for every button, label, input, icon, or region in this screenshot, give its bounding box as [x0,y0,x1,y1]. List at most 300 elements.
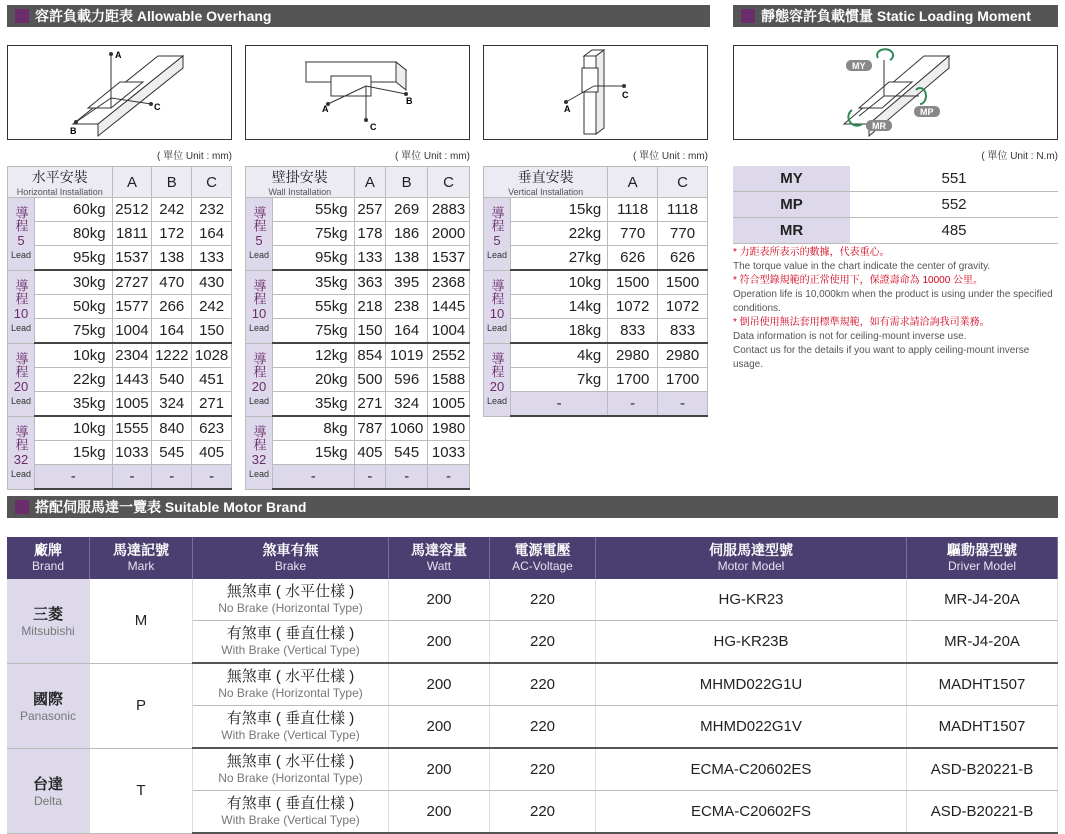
table-row [484,368,708,392]
table-row [7,579,1058,621]
col-header-watt: 馬達容量 Watt [389,537,490,579]
value-cell: 1072 [658,295,708,319]
brake-cell [193,621,389,664]
motor-cell: ECMA-C20602ES [596,748,907,791]
value-cell: 1019 [386,343,428,368]
wall-rail-illustration [246,46,468,138]
table-row [246,441,470,465]
table-row [8,465,232,490]
lead-number: 5 [17,232,25,248]
voltage-cell: 220 [490,579,596,621]
load-cell: 10kg [35,416,113,441]
value-cell: 2368 [428,270,470,295]
overhang-title: 容許負載力距表 Allowable Overhang [35,8,272,24]
value-cell: 1537 [112,246,152,271]
lead-en: Lead [248,468,270,479]
table-row [8,270,232,295]
table-row [8,441,232,465]
load-cell: 75kg [273,319,355,344]
value-cell: 430 [192,270,232,295]
label-b: B [406,96,413,106]
driver-cell: ASD-B20221-B [907,748,1058,791]
table-row [484,343,708,368]
static-header [733,5,1058,27]
value-cell: 833 [608,319,658,344]
lead-cell [246,198,273,271]
table-row [8,246,232,271]
value-cell: 545 [386,441,428,465]
table-row [246,416,470,441]
value-cell: 470 [152,270,192,295]
motor-title: 搭配伺服馬達一覽表 Suitable Motor Brand [35,499,307,515]
value-cell: 1060 [386,416,428,441]
load-cell: 20kg [273,368,355,392]
voltage-cell: 220 [490,663,596,706]
value-cell: 1537 [428,246,470,271]
col-header: B [152,167,192,198]
header-marker [741,9,755,23]
value-cell: 787 [354,416,386,441]
table-row [484,392,708,417]
lead-cell [8,416,35,489]
value-cell: - [386,465,428,490]
label-a: A [564,104,571,114]
moment-value: 485 [850,218,1058,244]
motor-cell: MHMD022G1V [596,706,907,749]
note-line: Data information is not for ceiling-mount inverse use. [733,331,967,342]
load-cell: - [273,465,355,490]
driver-cell: ASD-B20221-B [907,791,1058,834]
lead-number: 10 [13,305,29,321]
value-cell: 1004 [428,319,470,344]
value-cell: 2000 [428,222,470,246]
lead-en: Lead [486,249,508,260]
lead-zh: 導程 [13,205,29,232]
load-cell: 14kg [511,295,608,319]
col-header: A [354,167,386,198]
value-cell: 133 [192,246,232,271]
load-cell: 95kg [35,246,113,271]
value-cell: 854 [354,343,386,368]
value-cell: 1033 [112,441,152,465]
moment-key: MR [733,218,850,244]
lead-en: Lead [10,468,32,479]
static-title: 靜態容許負載慣量 Static Loading Moment [761,8,1031,24]
brand-zh: 三菱 [32,606,63,624]
col-header-voltage: 電源電壓 AC-Voltage [490,537,596,579]
overhang-header [7,5,710,27]
value-cell: 1500 [608,270,658,295]
motor-cell: HG-KR23 [596,579,907,621]
value-cell: - [658,392,708,417]
table-row [246,392,470,417]
note-line: * 符合型錄規範的正常使用下，保證壽命為 10000 公里。 [733,275,984,286]
value-cell: 500 [354,368,386,392]
mark-cell: P [90,663,193,748]
label-mp: MP [920,107,934,117]
value-cell: 242 [152,198,192,222]
load-cell: 15kg [273,441,355,465]
value-cell: 2727 [112,270,152,295]
brand-cell [7,748,90,833]
wall-overhang-table [245,166,470,490]
table-header-title: 水平安裝 Horizontal Installation [8,167,113,198]
value-cell: 1700 [608,368,658,392]
value-cell: 2512 [112,198,152,222]
table-row [246,343,470,368]
label-a: A [115,50,122,60]
value-cell: 266 [152,295,192,319]
value-cell: 178 [354,222,386,246]
value-cell: 451 [192,368,232,392]
watt-cell: 200 [389,791,490,834]
table-row [246,368,470,392]
value-cell: 218 [354,295,386,319]
moment-value: 551 [850,166,1058,192]
lead-zh: 導程 [251,278,267,305]
table-row [246,295,470,319]
value-cell: - [112,465,152,490]
value-cell: 623 [192,416,232,441]
table-row [246,319,470,344]
brake-en: No Brake (Horizontal Type) [218,770,363,785]
value-cell: 257 [354,198,386,222]
brand-cell [7,579,90,663]
motor-cell: MHMD022G1U [596,663,907,706]
load-cell: 22kg [35,368,113,392]
value-cell: 186 [386,222,428,246]
driver-cell: MR-J4-20A [907,579,1058,621]
value-cell: 545 [152,441,192,465]
table-row [246,270,470,295]
value-cell: 1811 [112,222,152,246]
brake-cell [193,663,389,706]
col-header-mark: 馬達記號 Mark [90,537,193,579]
value-cell: 324 [152,392,192,417]
value-cell: - [608,392,658,417]
note-line: Operation life is 10,000km when the product is using under the specified conditions. [733,289,1053,314]
table-row [8,198,232,222]
lead-en: Lead [10,249,32,260]
lead-en: Lead [248,395,270,406]
value-cell: 238 [386,295,428,319]
value-cell: 269 [386,198,428,222]
value-cell: 164 [192,222,232,246]
brake-zh: 無煞車 ( 水平仕樣 ) [226,667,355,685]
header-marker [15,9,29,23]
driver-cell: MR-J4-20A [907,621,1058,664]
value-cell: 626 [608,246,658,271]
value-cell: 150 [354,319,386,344]
notes [733,246,1059,372]
col-header: A [608,167,658,198]
label-my: MY [852,61,866,71]
value-cell: 2552 [428,343,470,368]
col-header-brake: 煞車有無 Brake [193,537,389,579]
load-cell: 35kg [273,392,355,417]
table-row [8,416,232,441]
load-cell: 95kg [273,246,355,271]
wall-diagram [245,45,470,140]
unit-label: ( 單位 Unit : mm) [633,151,708,162]
table-row [7,748,1058,791]
load-cell: 10kg [35,343,113,368]
motor-cell: ECMA-C20602FS [596,791,907,834]
value-cell: 1222 [152,343,192,368]
value-cell: 232 [192,198,232,222]
table-row [246,465,470,490]
lead-cell [8,198,35,271]
lead-zh: 導程 [489,278,505,305]
lead-en: Lead [10,322,32,333]
label-c: C [370,122,377,132]
moment-row [733,218,1058,244]
brand-zh: 台達 [32,776,63,793]
table-row [484,246,708,271]
mark-cell: M [90,579,193,663]
table-row [8,222,232,246]
vertical-diagram [483,45,708,140]
value-cell: 138 [152,246,192,271]
lead-zh: 導程 [489,205,505,232]
table-row [8,319,232,344]
value-cell: 1072 [608,295,658,319]
value-cell: 626 [658,246,708,271]
brake-en: With Brake (Vertical Type) [221,642,360,657]
value-cell: 271 [354,392,386,417]
value-cell: 271 [192,392,232,417]
value-cell: 2980 [658,343,708,368]
brand-en: Mitsubishi [21,624,75,639]
value-cell: 2883 [428,198,470,222]
table-header-title: 垂直安裝 Vertical Installation [484,167,608,198]
table-row [484,198,708,222]
brake-cell [193,748,389,791]
lead-zh: 導程 [251,351,267,378]
col-header: A [112,167,152,198]
col-header: C [658,167,708,198]
moment-rail-illustration [734,46,1056,138]
load-cell: 35kg [273,270,355,295]
moment-key: MP [733,192,850,218]
brake-zh: 有煞車 ( 垂直仕樣 ) [226,624,355,642]
lead-number: 5 [493,232,501,248]
value-cell: 840 [152,416,192,441]
col-header: C [192,167,232,198]
load-cell: 55kg [273,198,355,222]
watt-cell: 200 [389,748,490,791]
unit-label: ( 單位 Unit : mm) [395,151,470,162]
lead-number: 5 [255,232,263,248]
table-row [8,392,232,417]
value-cell: 395 [386,270,428,295]
table-row [484,319,708,344]
motor-cell: HG-KR23B [596,621,907,664]
value-cell: 770 [658,222,708,246]
voltage-cell: 220 [490,748,596,791]
voltage-cell: 220 [490,706,596,749]
load-cell: 10kg [511,270,608,295]
watt-cell: 200 [389,579,490,621]
value-cell: 1004 [112,319,152,344]
load-cell: - [35,465,113,490]
note-line: * 力距表所表示的數據，代表重心。 [733,247,890,258]
note-line: Contact us for the details if you want to apply ceiling-mount inverse usage. [733,345,1030,370]
value-cell: - [192,465,232,490]
brake-zh: 無煞車 ( 水平仕樣 ) [226,752,355,770]
load-cell: 8kg [273,416,355,441]
lead-cell [246,270,273,343]
value-cell: 596 [386,368,428,392]
value-cell: 242 [192,295,232,319]
value-cell: 1700 [658,368,708,392]
driver-cell: MADHT1507 [907,663,1058,706]
lead-cell [484,343,511,416]
load-cell: 75kg [35,319,113,344]
value-cell: - [428,465,470,490]
watt-cell: 200 [389,663,490,706]
value-cell: 1577 [112,295,152,319]
horizontal-rail-illustration [8,46,230,138]
load-cell: 4kg [511,343,608,368]
value-cell: 540 [152,368,192,392]
value-cell: 405 [192,441,232,465]
load-cell: 7kg [511,368,608,392]
brand-cell [7,663,90,748]
load-cell: 55kg [273,295,355,319]
lead-cell [8,270,35,343]
value-cell: 1500 [658,270,708,295]
table-row [484,270,708,295]
motor-header [7,496,1058,518]
value-cell: 833 [658,319,708,344]
lead-en: Lead [248,249,270,260]
lead-zh: 導程 [13,278,29,305]
load-cell: 27kg [511,246,608,271]
brake-en: No Brake (Horizontal Type) [218,685,363,700]
mark-cell: T [90,748,193,833]
lead-cell [484,198,511,271]
unit-label: ( 單位 Unit : N.m) [981,151,1058,162]
value-cell: 770 [608,222,658,246]
table-header-title: 壁掛安裝 Wall Installation [246,167,355,198]
lead-number: 20 [13,378,29,394]
horizontal-overhang-table [7,166,232,490]
brake-zh: 無煞車 ( 水平仕樣 ) [226,582,355,600]
vertical-rail-illustration [484,46,706,138]
col-header-motor-model: 伺服馬達型號 Motor Model [596,537,907,579]
static-moment-table [733,166,1058,244]
brake-zh: 有煞車 ( 垂直仕樣 ) [226,709,355,727]
value-cell: 164 [386,319,428,344]
value-cell: 138 [386,246,428,271]
load-cell: 60kg [35,198,113,222]
lead-cell [246,416,273,489]
horizontal-diagram [7,45,232,140]
value-cell: 150 [192,319,232,344]
label-a: A [322,104,329,114]
label-mr: MR [872,121,886,131]
voltage-cell: 220 [490,621,596,664]
brake-zh: 有煞車 ( 垂直仕樣 ) [226,794,355,812]
value-cell: 405 [354,441,386,465]
value-cell: 363 [354,270,386,295]
lead-number: 32 [251,451,267,467]
value-cell: 1555 [112,416,152,441]
value-cell: 1118 [658,198,708,222]
moment-diagram [733,45,1058,140]
value-cell: - [354,465,386,490]
table-row [8,295,232,319]
lead-zh: 導程 [251,205,267,232]
value-cell: 2304 [112,343,152,368]
motor-brand-table [7,537,1058,834]
load-cell: 15kg [35,441,113,465]
value-cell: 1028 [192,343,232,368]
load-cell: 50kg [35,295,113,319]
header-marker [15,500,29,514]
lead-number: 10 [489,305,505,321]
table-row [8,368,232,392]
value-cell: 1980 [428,416,470,441]
lead-zh: 導程 [489,351,505,378]
note-line: * 倒吊使用無法套用標準規範，如有需求請洽詢我司業務。 [733,317,990,328]
driver-cell: MADHT1507 [907,706,1058,749]
brake-cell [193,579,389,621]
lead-en: Lead [10,395,32,406]
lead-en: Lead [486,395,508,406]
unit-label: ( 單位 Unit : mm) [157,151,232,162]
value-cell: 1445 [428,295,470,319]
load-cell: 15kg [511,198,608,222]
label-c: C [154,102,161,112]
table-row [246,246,470,271]
load-cell: 18kg [511,319,608,344]
brake-cell [193,791,389,834]
brand-zh: 國際 [32,691,63,708]
lead-number: 10 [251,305,267,321]
load-cell: 75kg [273,222,355,246]
lead-cell [8,343,35,416]
lead-number: 20 [489,378,505,394]
table-row [8,343,232,368]
col-header-driver-model: 驅動器型號 Driver Model [907,537,1058,579]
moment-row [733,192,1058,218]
lead-zh: 導程 [13,351,29,378]
lead-cell [484,270,511,343]
brand-en: Delta [33,794,62,808]
col-header-brand: 廠牌 Brand [7,537,90,579]
value-cell: 1005 [112,392,152,417]
label-b: B [70,126,77,136]
lead-cell [246,343,273,416]
value-cell: - [152,465,192,490]
table-row [484,222,708,246]
value-cell: 324 [386,392,428,417]
table-row [246,198,470,222]
moment-row [733,166,1058,192]
table-row [484,295,708,319]
value-cell: 2980 [608,343,658,368]
value-cell: 164 [152,319,192,344]
lead-number: 32 [13,451,29,467]
load-cell: - [511,392,608,417]
load-cell: 30kg [35,270,113,295]
lead-en: Lead [486,322,508,333]
load-cell: 12kg [273,343,355,368]
brand-en: Panasonic [19,709,77,723]
brake-en: No Brake (Horizontal Type) [218,600,363,615]
